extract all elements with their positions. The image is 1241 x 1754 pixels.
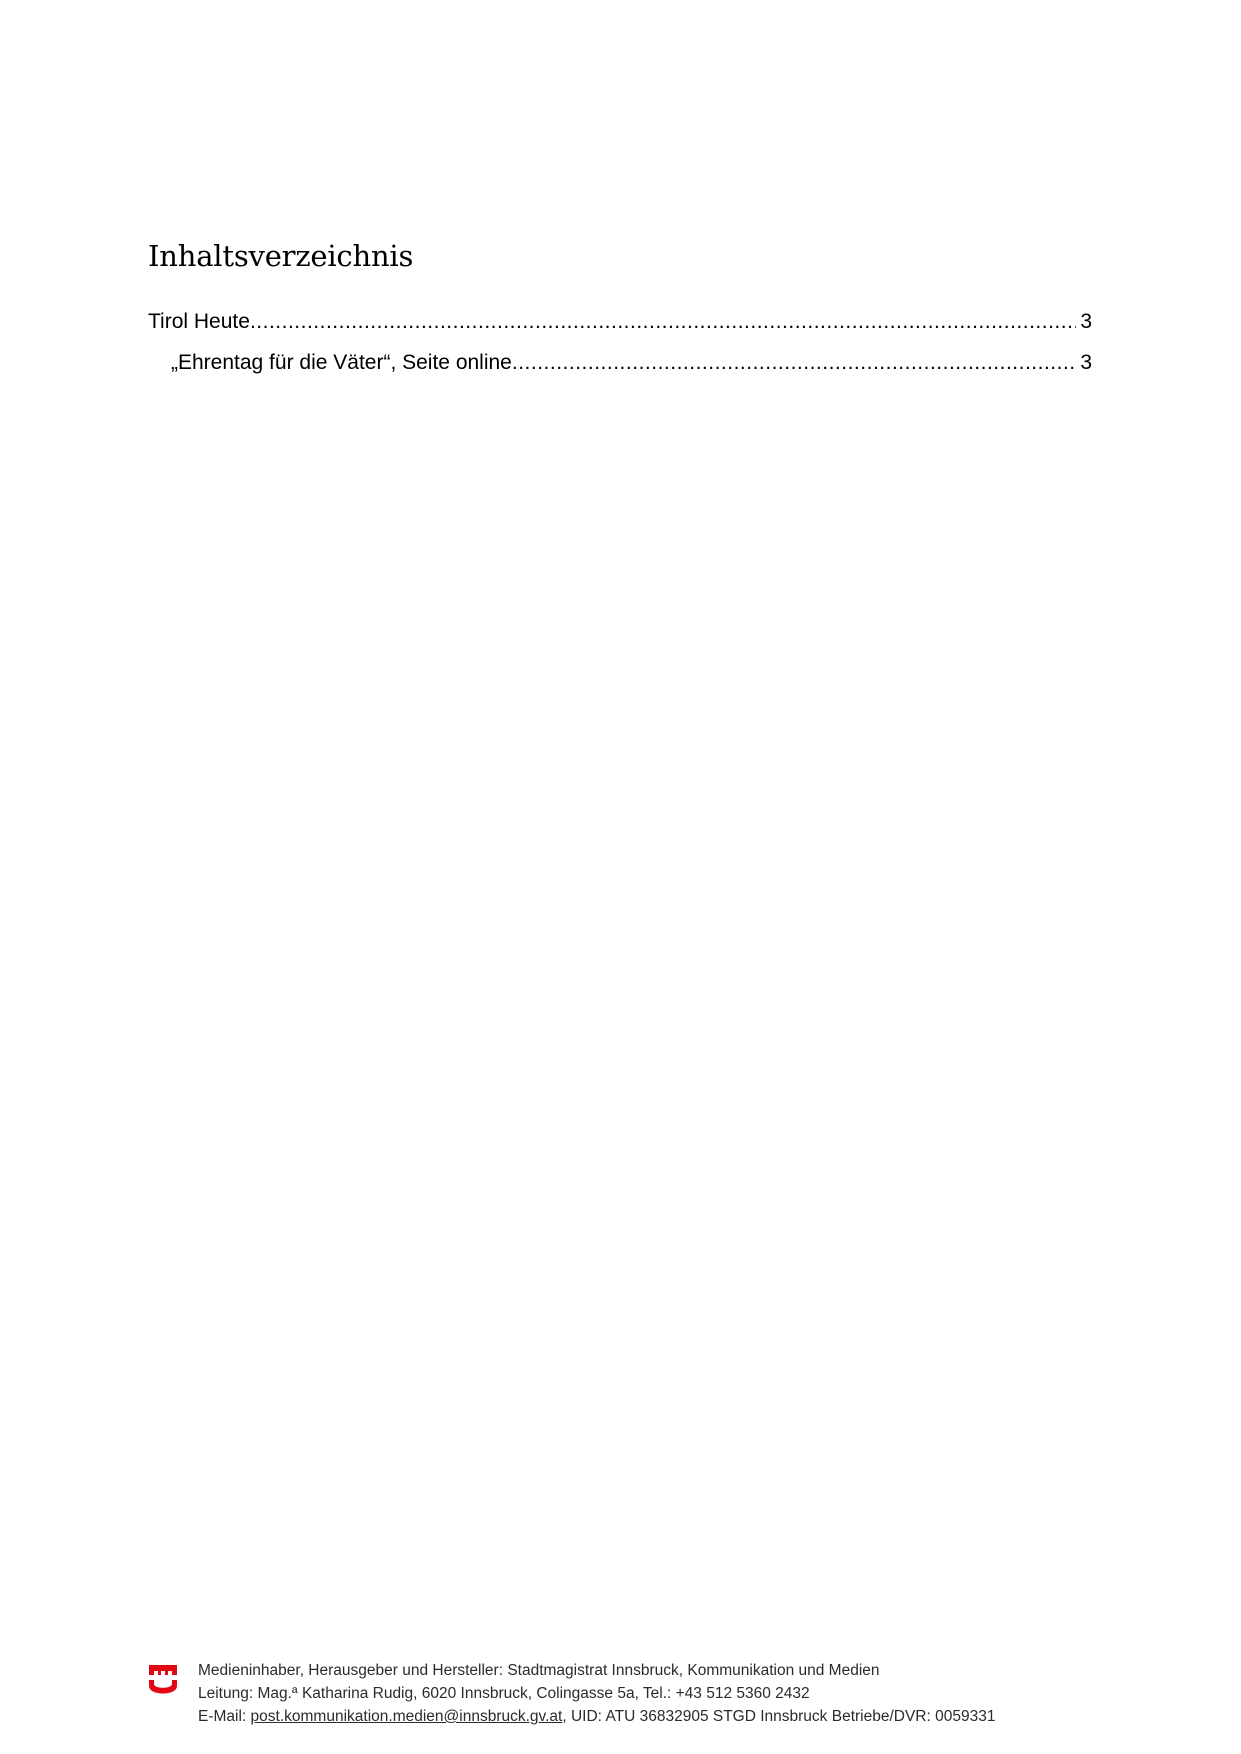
footer-uid-text: , UID: ATU 36832905 STGD Innsbruck Betriebe/DVR: 0059331	[562, 1708, 996, 1725]
toc-dot-leader	[250, 308, 1076, 336]
toc-entry-tirol-heute[interactable]	[148, 308, 1092, 336]
toc-entry-ehrentag[interactable]	[148, 349, 1092, 377]
footer-line-publisher: Medieninhaber, Herausgeber und Hersteller: Stadtmagistrat Innsbruck, Kommunikation und Medien	[198, 1662, 880, 1679]
footer-imprint	[198, 1659, 995, 1728]
toc-title: Inhaltsverzeichnis	[148, 239, 414, 273]
footer-email-prefix: E-Mail:	[198, 1708, 251, 1725]
toc-entry-label: Tirol Heute	[148, 310, 250, 333]
page-footer	[148, 1659, 1108, 1729]
footer-line-contact	[198, 1705, 995, 1728]
footer-email-link[interactable]: post.kommunikation.medien@innsbruck.gv.at	[250, 1708, 563, 1725]
toc-page-number: 3	[1080, 310, 1092, 333]
toc-entry-label: „Ehrentag für die Väter“, Seite online	[171, 351, 512, 374]
footer-line-management: Leitung: Mag.ª Katharina Rudig, 6020 Innsbruck, Colingasse 5a, Tel.: +43 512 5360 2432	[198, 1685, 810, 1702]
toc-page-number: 3	[1080, 351, 1092, 374]
innsbruck-city-logo-icon	[148, 1663, 178, 1697]
toc-dot-leader	[512, 349, 1076, 377]
